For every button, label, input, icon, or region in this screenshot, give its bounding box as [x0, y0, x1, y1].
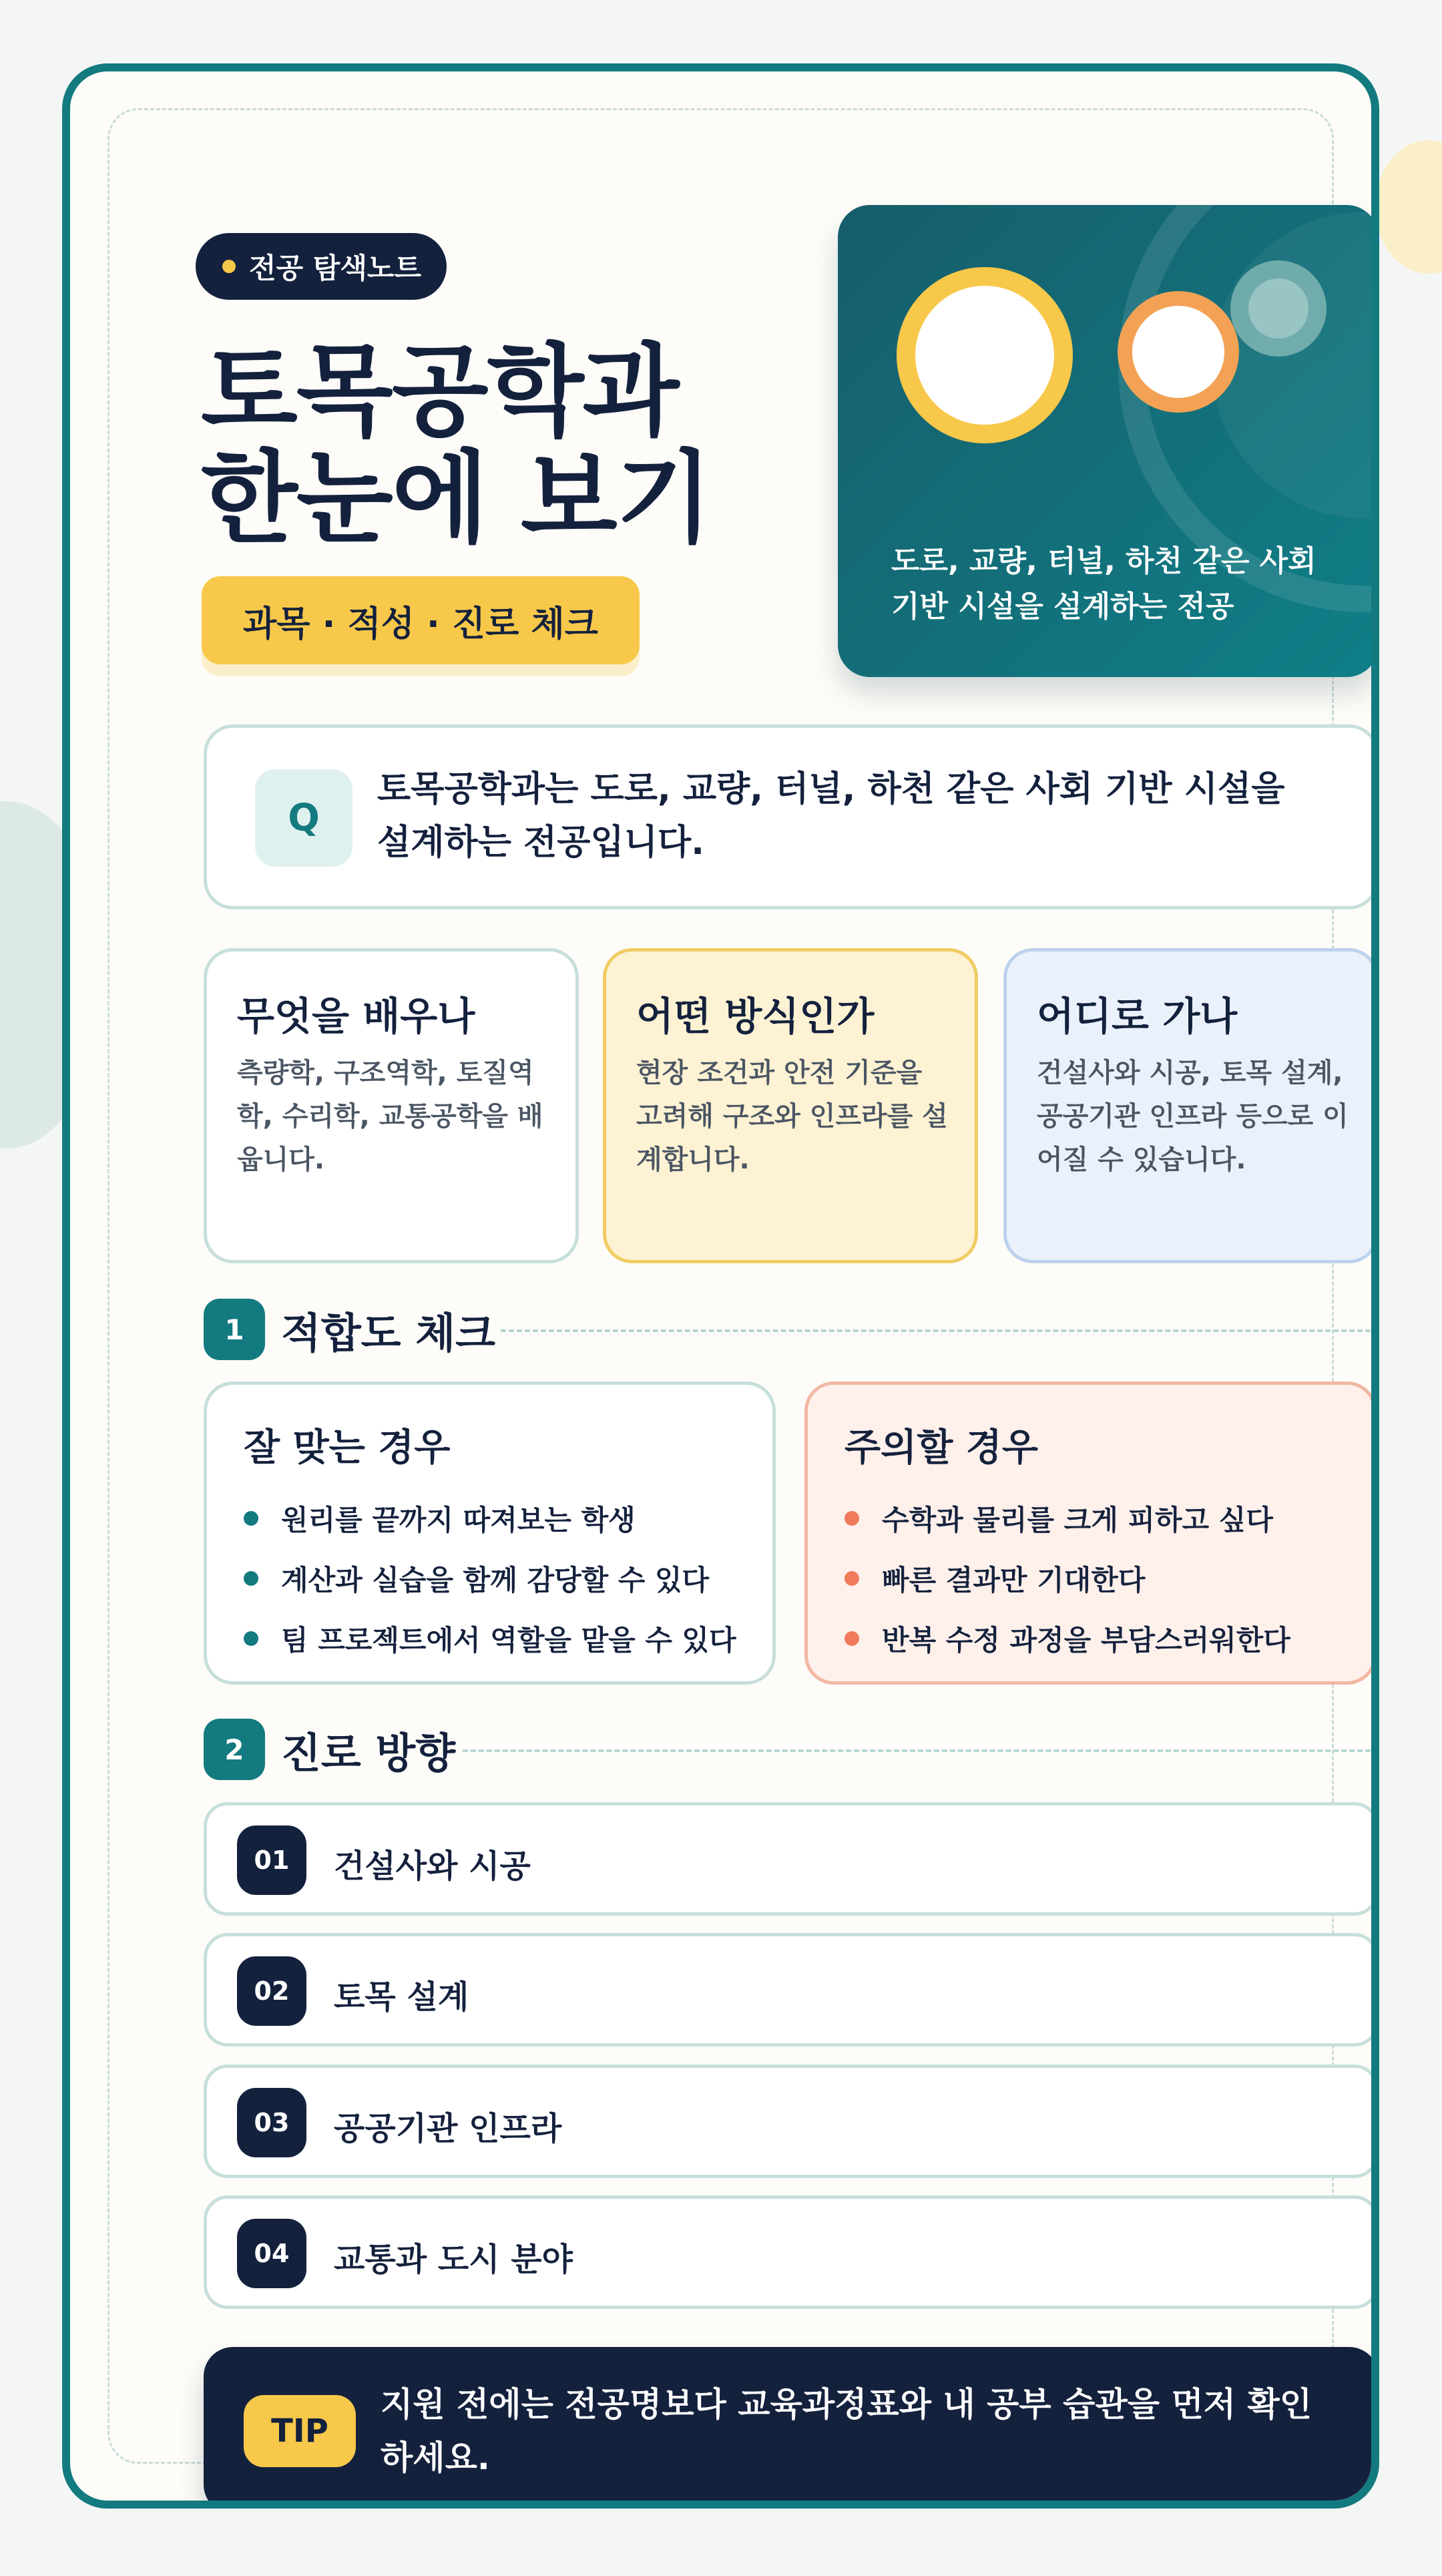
bullet-icon — [845, 1511, 859, 1526]
badge-dot-icon — [222, 260, 236, 273]
hero-description: 도로, 교량, 터널, 하천 같은 사회 기반 시설을 설계하는 전공 — [891, 544, 1316, 624]
hero-illustration — [838, 205, 1379, 677]
bullet-icon — [244, 1571, 258, 1586]
note-badge-label: 전공 탐색노트 — [249, 252, 422, 284]
list-item-text: 반복 수정 과정을 부담스러워한다 — [882, 1624, 1290, 1657]
infographic-card — [62, 63, 1379, 2509]
list-item — [845, 1608, 1290, 1669]
list-item — [244, 1488, 736, 1548]
career-number: 02 — [237, 1956, 306, 2026]
career-item — [204, 1802, 1379, 1916]
bullet-icon — [244, 1511, 258, 1526]
fit-good-list — [244, 1488, 736, 1669]
list-item-text: 빠른 결과만 기대한다 — [882, 1564, 1146, 1596]
page-title-line2: 한눈에 보기 — [201, 441, 712, 557]
question-text: 토목공학과는 도로, 교량, 터널, 하천 같은 사회 기반 시설을 설계하는 전공입니다. — [377, 769, 1285, 863]
note-badge — [196, 233, 447, 300]
section-divider — [463, 1749, 1379, 1752]
fit-caution-title: 주의할 경우 — [845, 1426, 1038, 1470]
career-label: 공공기관 인프라 — [334, 2110, 562, 2147]
tip-badge: TIP — [244, 2395, 356, 2467]
list-item — [244, 1608, 736, 1669]
list-item — [845, 1548, 1290, 1608]
section-title-career: 진로 방향 — [281, 1729, 456, 1777]
background-blob-right — [1375, 140, 1442, 274]
career-number: 03 — [237, 2088, 306, 2157]
section-number-career: 2 — [204, 1719, 265, 1780]
info-card-title: 무엇을 배우나 — [237, 994, 475, 1039]
info-card-how — [603, 948, 978, 1263]
fit-caution-list — [845, 1488, 1290, 1669]
info-card-body: 측량학, 구조역학, 토질역학, 수리학, 교통공학을 배웁니다. — [237, 1058, 543, 1175]
bullet-icon — [244, 1631, 258, 1646]
section-divider — [501, 1329, 1379, 1332]
career-label: 토목 설계 — [334, 1978, 469, 2016]
tip-text: 지원 전에는 전공명보다 교육과정표와 내 공부 습관을 먼저 확인하세요. — [381, 2385, 1312, 2477]
fit-good-box — [204, 1381, 776, 1685]
fit-caution-box — [804, 1381, 1377, 1685]
page-title-line1: 토목공학과 — [201, 334, 678, 450]
question-icon: Q — [255, 769, 352, 867]
info-card-where — [1003, 948, 1379, 1263]
career-number: 04 — [237, 2219, 306, 2288]
section-number-fit: 1 — [204, 1299, 265, 1360]
bullet-icon — [845, 1571, 859, 1586]
section-title-fit: 적합도 체크 — [281, 1309, 496, 1357]
career-item — [204, 1933, 1379, 2047]
career-label: 교통과 도시 분야 — [334, 2241, 573, 2278]
list-item-text: 수학과 물리를 크게 피하고 싶다 — [882, 1504, 1273, 1536]
career-number: 01 — [237, 1826, 306, 1895]
info-card-body: 현장 조건과 안전 기준을 고려해 구조와 인프라를 설계합니다. — [636, 1058, 948, 1175]
list-item-text: 원리를 끝까지 따져보는 학생 — [281, 1504, 636, 1536]
career-item — [204, 2065, 1379, 2178]
career-item — [204, 2195, 1379, 2309]
bullet-icon — [845, 1631, 859, 1646]
info-card-title: 어떤 방식인가 — [636, 994, 875, 1039]
info-card-what — [204, 948, 579, 1263]
list-item-text: 팀 프로젝트에서 역할을 맡을 수 있다 — [281, 1624, 736, 1657]
info-card-body: 건설사와 시공, 토목 설계, 공공기관 인프라 등으로 이어질 수 있습니다. — [1037, 1058, 1349, 1175]
list-item-text: 계산과 실습을 함께 감당할 수 있다 — [281, 1564, 710, 1596]
list-item — [244, 1548, 736, 1608]
question-box — [204, 724, 1379, 909]
fit-good-title: 잘 맞는 경우 — [244, 1426, 451, 1470]
page-title — [201, 334, 712, 557]
tip-box — [204, 2347, 1379, 2509]
list-item — [845, 1488, 1290, 1548]
topic-pill: 과목 · 적성 · 진로 체크 — [202, 576, 640, 664]
info-card-title: 어디로 가나 — [1037, 994, 1238, 1039]
career-label: 건설사와 시공 — [334, 1848, 531, 1885]
